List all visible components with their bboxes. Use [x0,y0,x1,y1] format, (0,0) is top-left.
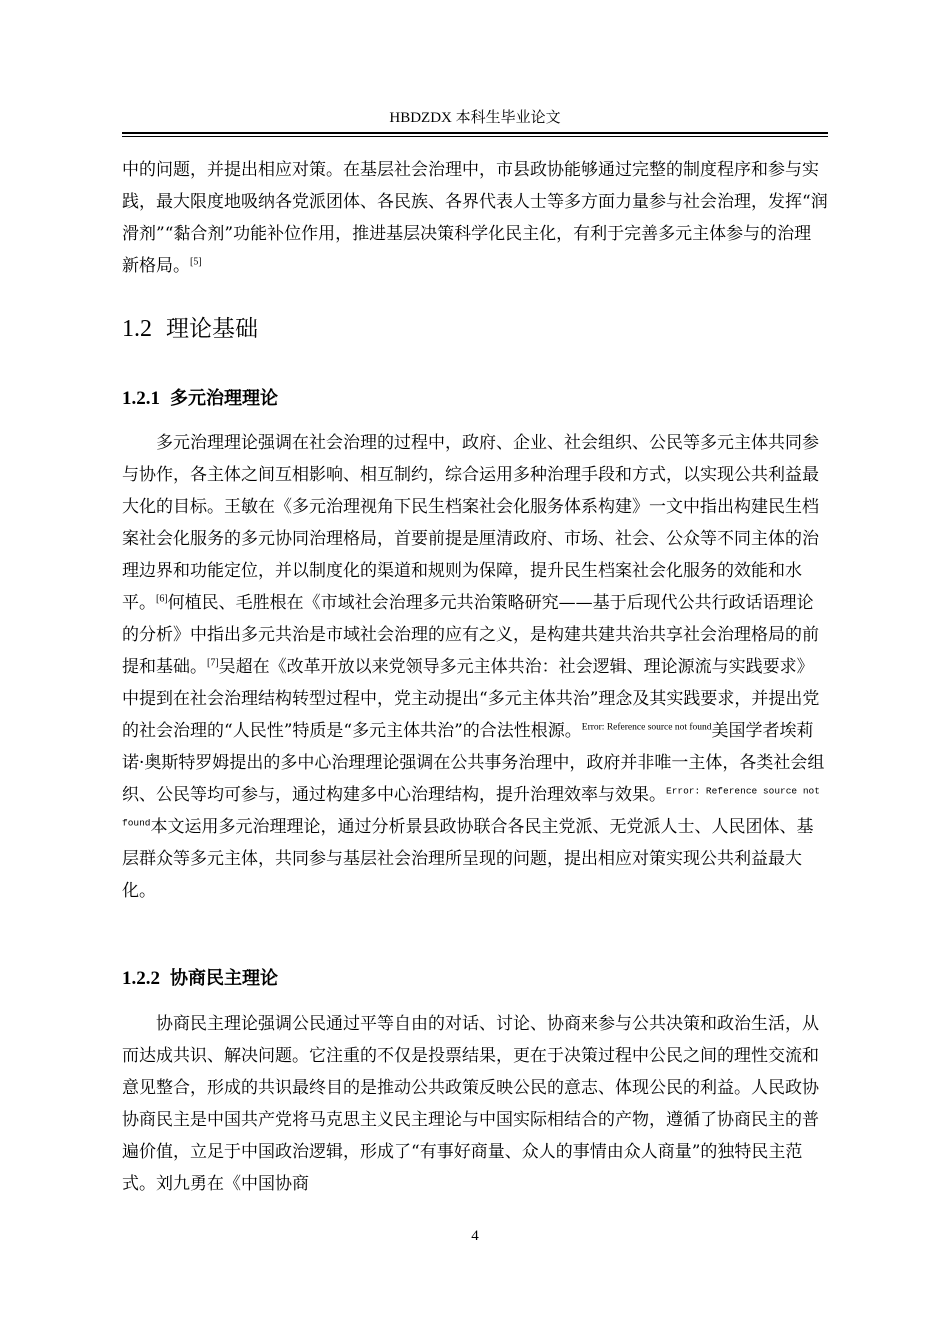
reference-error-2: Error: Reference source not found [122,785,820,829]
subsection-title: 协商民主理论 [170,968,278,989]
deliberative-paragraph [122,1008,828,1200]
header-title: HBDZDX 本科生毕业论文 [389,110,561,126]
page-header [122,108,828,134]
section-title: 理论基础 [166,316,258,342]
header-rule-thick [122,132,828,134]
intro-paragraph [122,154,828,282]
intro-text: 中的问题，并提出相应对策。在基层社会治理中，市县政协能够通过完整的制度程序和参与实践，最大限度地吸纳各党派团体、各民族、各界代表人士等多方面力量参与社会治理，发挥“润滑剂”“黏合剂”功能补位作用，推进基层决策科学化民主化，有利于完善多元主体参与的治理新格局。 [122,160,828,276]
page-number: 4 [471,1228,479,1244]
subsection-title: 多元治理理论 [170,388,278,409]
subsection-number: 1.2.1 [122,388,160,409]
citation-5: [5] [190,256,202,268]
section-heading-1-2-1 [122,385,278,413]
section-number: 1.2 [122,316,152,342]
header-rule-thin [122,136,828,137]
section-heading-1-2-2 [122,965,278,993]
section-heading-1-2 [122,312,258,346]
citation-6: [6] [156,593,168,605]
reference-error-1: Error: Reference source not found [581,722,712,733]
multi-text-2: 何植民、毛胜根在《市域社会治理多元共治策略研究——基于后现代公共行政话语理论的分析》中指出多元共治是市域社会治理的应有之义，是构建共建共治共享社会治理格局的前提和基础。 [122,593,819,677]
subsection-number: 1.2.2 [122,968,160,989]
multi-text-5: 本文运用多元治理理论，通过分析景县政协联合各民主党派、无党派人士、人民团体、基层群众等多元主体，共同参与基层社会治理所呈现的问题，提出相应对策实现公共利益最大化。 [122,817,814,901]
multi-text-4: 美国学者埃莉诺·奥斯特罗姆提出的多中心治理理论强调在公共事务治理中，政府并非唯一主体，各类社会组织、公民等均可参与，通过构建多中心治理结构，提升治理效率与效果。 [122,721,825,805]
multi-governance-paragraph [122,427,828,907]
multi-text-1: 多元治理理论强调在社会治理的过程中，政府、企业、社会组织、公民等多元主体共同参与协作，各主体之间互相影响、相互制约，综合运用多种治理手段和方式，以实现公共利益最大化的目标。王敏在《多元治理视角下民生档案社会化服务体系构建》一文中指出构建民生档案社会化服务的多元协同治理格局，首要前提是厘清政府、市场、社会、公众等不同主体的治理边界和功能定位，并以制度化的渠道和规则为保障，提升民生档案社会化服务的效能和水平。 [122,433,819,613]
multi-text-3: 吴超在《改革开放以来党领导多元主体共治：社会逻辑、理论源流与实践要求》中提到在社会治理结构转型过程中，党主动提出“多元主体共治”理念及其实践要求，并提出党的社会治理的“人民性”特质是“多元主体共治”的合法性根源。 [122,657,820,741]
deliberative-text: 协商民主理论强调公民通过平等自由的对话、讨论、协商来参与公共决策和政治生活，从而达成共识、解决问题。它注重的不仅是投票结果，更在于决策过程中公民之间的理性交流和意见整合，形成的共识最终目的是推动公共政策反映公民的意志、体现公民的利益。人民政协协商民主是中国共产党将马克思主义民主理论与中国实际相结合的产物，遵循了协商民主的普遍价值，立足于中国政治逻辑，形成了“有事好商量、众人的事情由众人商量”的独特民主范式。刘九勇在《中国协商 [122,1014,819,1194]
citation-7: [7] [207,657,219,669]
